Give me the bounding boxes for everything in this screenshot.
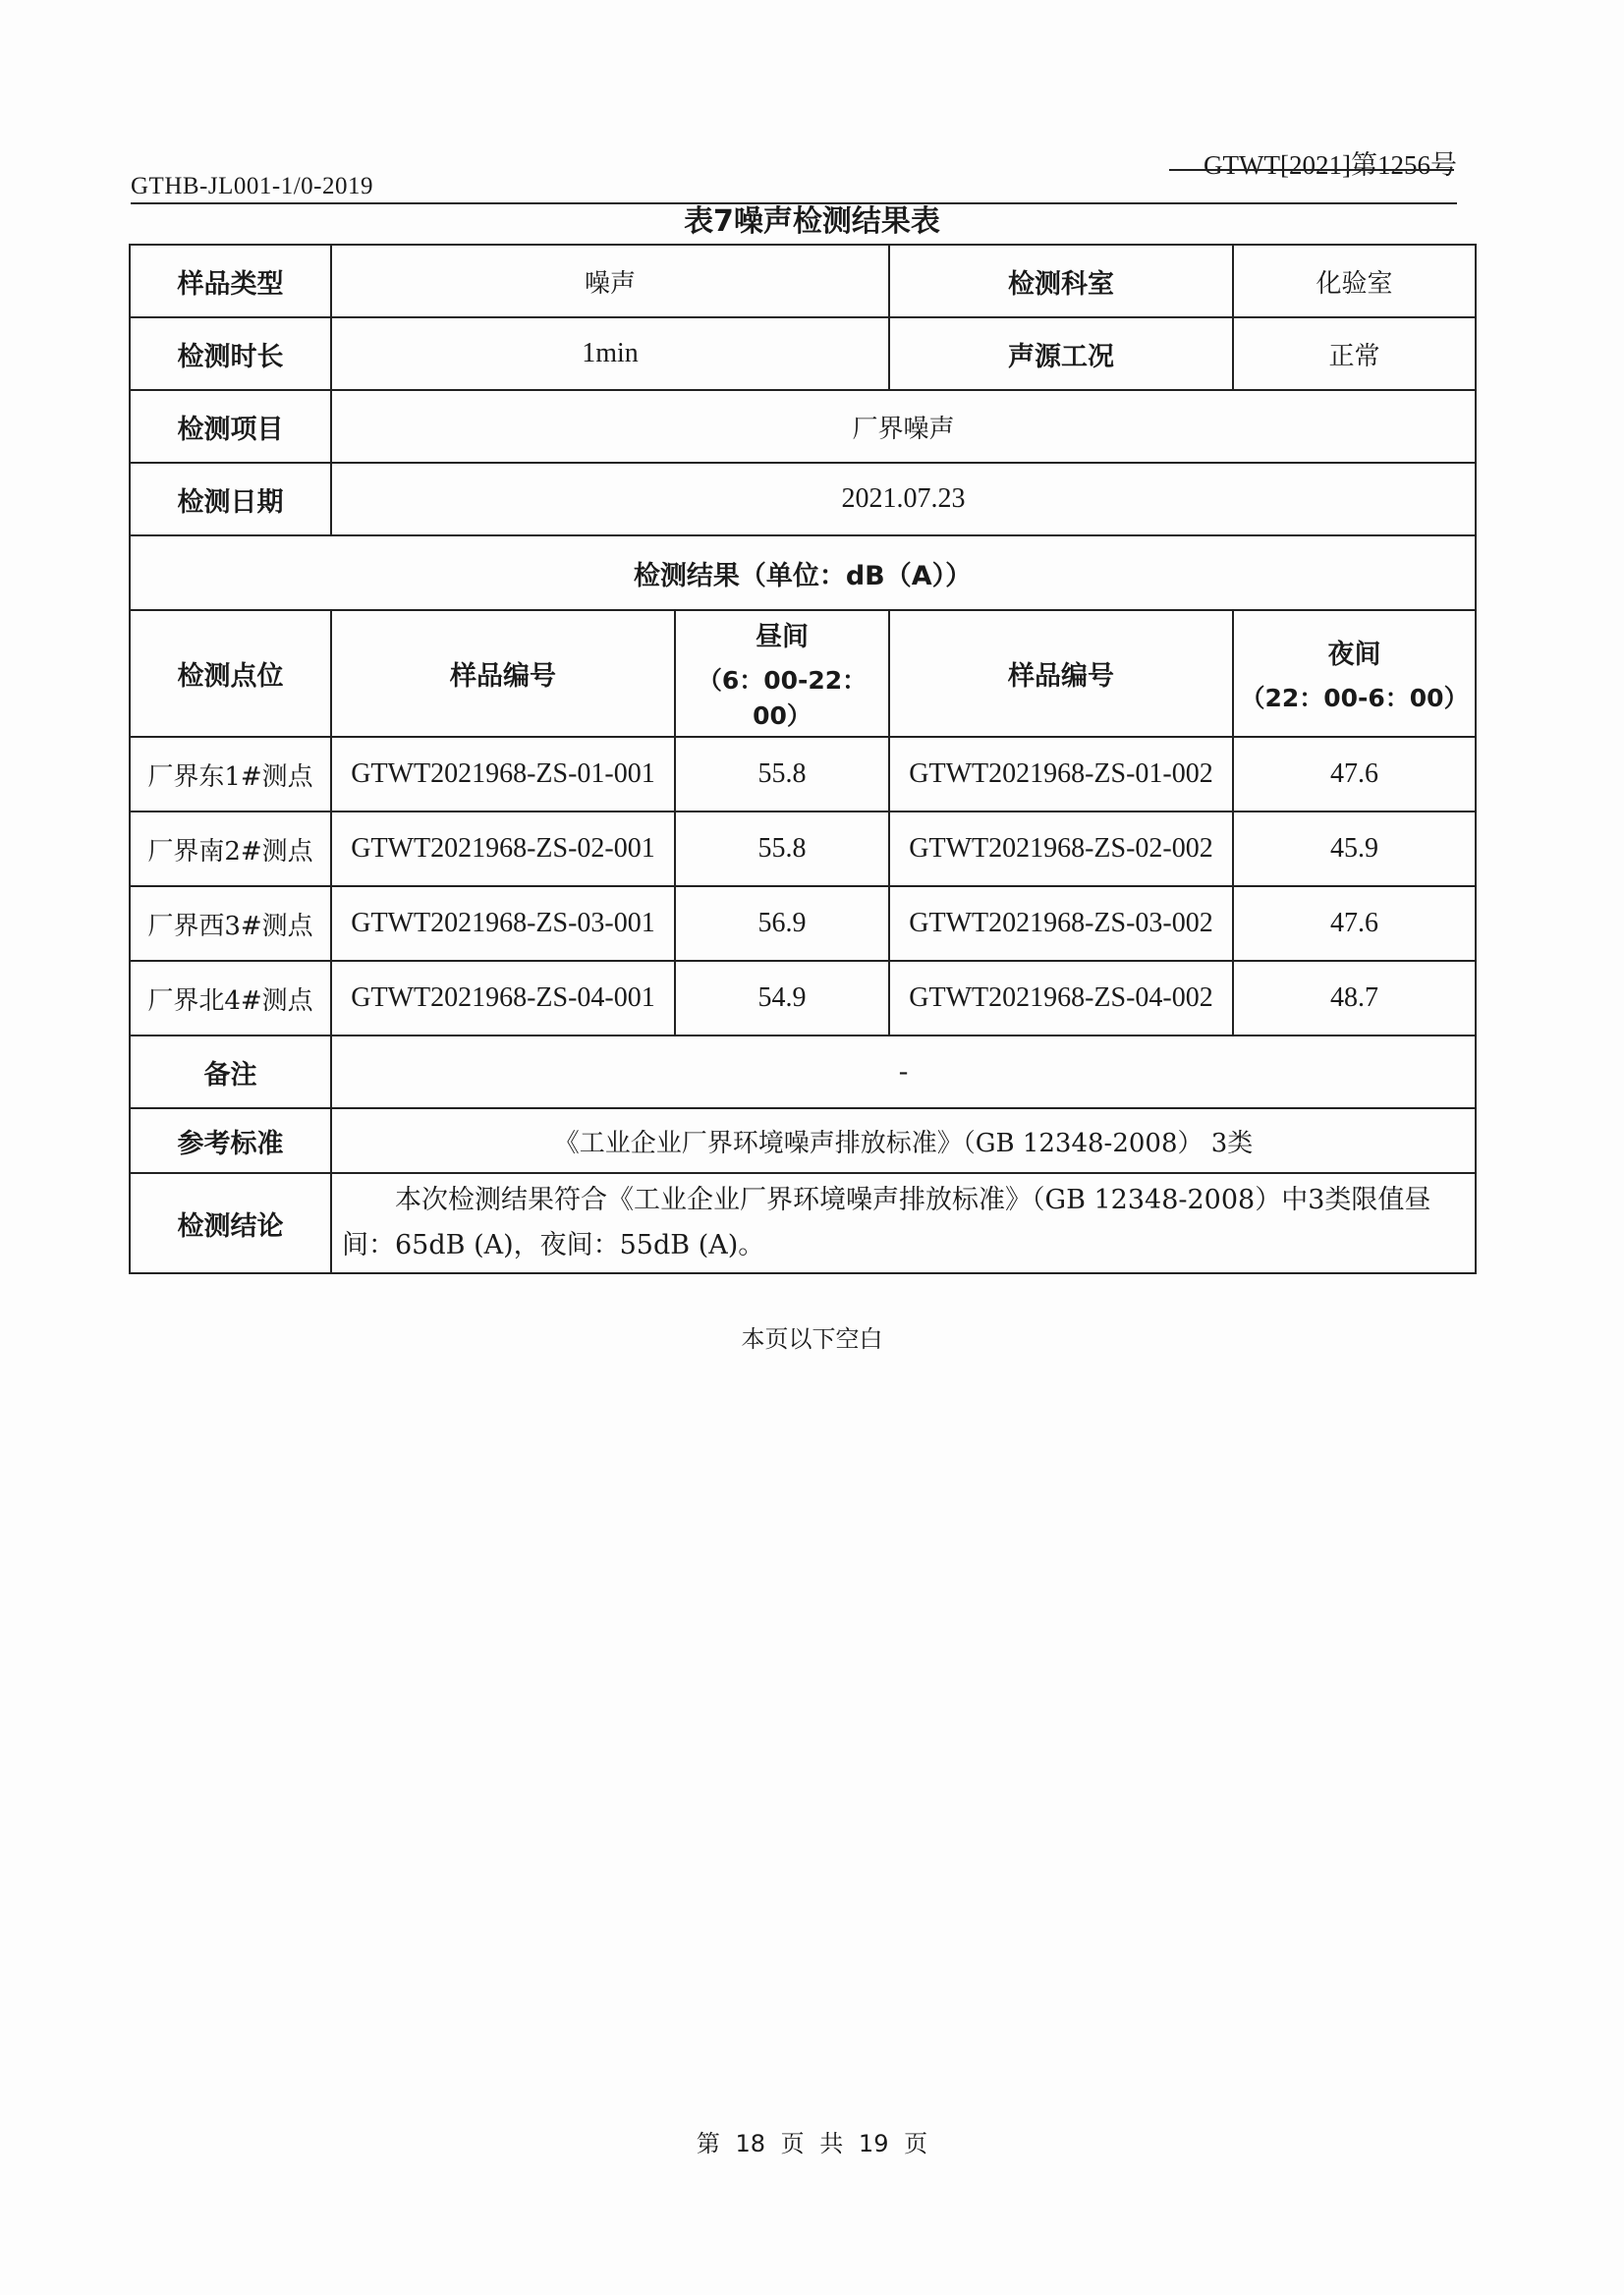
standard-row [130, 1108, 1476, 1173]
dept-label: 检测科室 [889, 245, 1233, 317]
col-header-day [675, 610, 889, 737]
report-number-underline [1169, 169, 1454, 171]
day-sample-id-cell: GTWT2021968-ZS-02-001 [331, 812, 675, 886]
day-sample-id-cell: GTWT2021968-ZS-01-001 [331, 737, 675, 812]
col-header-point: 检测点位 [130, 610, 331, 737]
info-row-sample-type [130, 245, 1476, 317]
info-row-item [130, 390, 1476, 463]
remark-row [130, 1036, 1476, 1108]
point-cell: 厂界北4#测点 [130, 961, 331, 1036]
day-sample-id-cell: GTWT2021968-ZS-04-001 [331, 961, 675, 1036]
sample-type-label: 样品类型 [130, 245, 331, 317]
blank-below-note: 本页以下空白 [741, 1325, 883, 1353]
col-header-night-label: 夜间 [1327, 640, 1381, 670]
col-header-day-label: 昼间 [756, 622, 809, 652]
item-label: 检测项目 [130, 390, 331, 463]
conclusion-text: 本次检测结果符合《工业企业厂界环境噪声排放标准》（GB 12348-2008）中3类限值昼间：65dB (A)，夜间：55dB (A)。 [342, 1185, 1431, 1260]
form-code: GTHB-JL001-1/0-2019 [131, 173, 373, 199]
source-condition-value: 正常 [1233, 317, 1476, 390]
night-value-cell: 48.7 [1233, 961, 1476, 1036]
date-label: 检测日期 [130, 463, 331, 535]
col-header-sample-no-night: 样品编号 [889, 610, 1233, 737]
col-header-night-range: （22：00-6：00） [1240, 684, 1469, 712]
duration-label: 检测时长 [130, 317, 331, 390]
date-value: 2021.07.23 [331, 463, 1476, 535]
noise-results-table [129, 244, 1477, 1274]
table-row [130, 737, 1476, 812]
table-title: 表7噪声检测结果表 [684, 204, 940, 239]
table-row [130, 812, 1476, 886]
night-value-cell: 47.6 [1233, 737, 1476, 812]
page-number: 第 18 页 共 19 页 [696, 2130, 928, 2157]
report-number: GTWT[2021]第1256号 [1204, 150, 1457, 180]
duration-value: 1min [331, 317, 889, 390]
remark-label: 备注 [130, 1036, 331, 1108]
night-value-cell: 45.9 [1233, 812, 1476, 886]
info-row-date [130, 463, 1476, 535]
point-cell: 厂界东1#测点 [130, 737, 331, 812]
remark-value: - [331, 1036, 1476, 1108]
results-section-header [130, 535, 1476, 610]
conclusion-value [331, 1173, 1476, 1273]
sample-type-value: 噪声 [331, 245, 889, 317]
standard-label: 参考标准 [130, 1108, 331, 1173]
day-sample-id-cell: GTWT2021968-ZS-03-001 [331, 886, 675, 961]
table-row [130, 961, 1476, 1036]
col-header-sample-no-day: 样品编号 [331, 610, 675, 737]
results-column-header [130, 610, 1476, 737]
conclusion-row [130, 1173, 1476, 1273]
source-condition-label: 声源工况 [889, 317, 1233, 390]
day-value-cell: 55.8 [675, 812, 889, 886]
point-cell: 厂界南2#测点 [130, 812, 331, 886]
info-row-duration [130, 317, 1476, 390]
day-value-cell: 56.9 [675, 886, 889, 961]
day-value-cell: 54.9 [675, 961, 889, 1036]
night-sample-id-cell: GTWT2021968-ZS-02-002 [889, 812, 1233, 886]
item-value: 厂界噪声 [331, 390, 1476, 463]
table-row [130, 886, 1476, 961]
night-sample-id-cell: GTWT2021968-ZS-01-002 [889, 737, 1233, 812]
night-sample-id-cell: GTWT2021968-ZS-04-002 [889, 961, 1233, 1036]
night-sample-id-cell: GTWT2021968-ZS-03-002 [889, 886, 1233, 961]
day-value-cell: 55.8 [675, 737, 889, 812]
standard-value: 《工业企业厂界环境噪声排放标准》（GB 12348-2008） 3类 [331, 1108, 1476, 1173]
col-header-day-range: （6：00-22：00） [697, 666, 868, 730]
col-header-night [1233, 610, 1476, 737]
night-value-cell: 47.6 [1233, 886, 1476, 961]
dept-value: 化验室 [1233, 245, 1476, 317]
conclusion-label: 检测结论 [130, 1173, 331, 1273]
point-cell: 厂界西3#测点 [130, 886, 331, 961]
results-section-title: 检测结果（单位：dB（A）） [130, 535, 1476, 610]
